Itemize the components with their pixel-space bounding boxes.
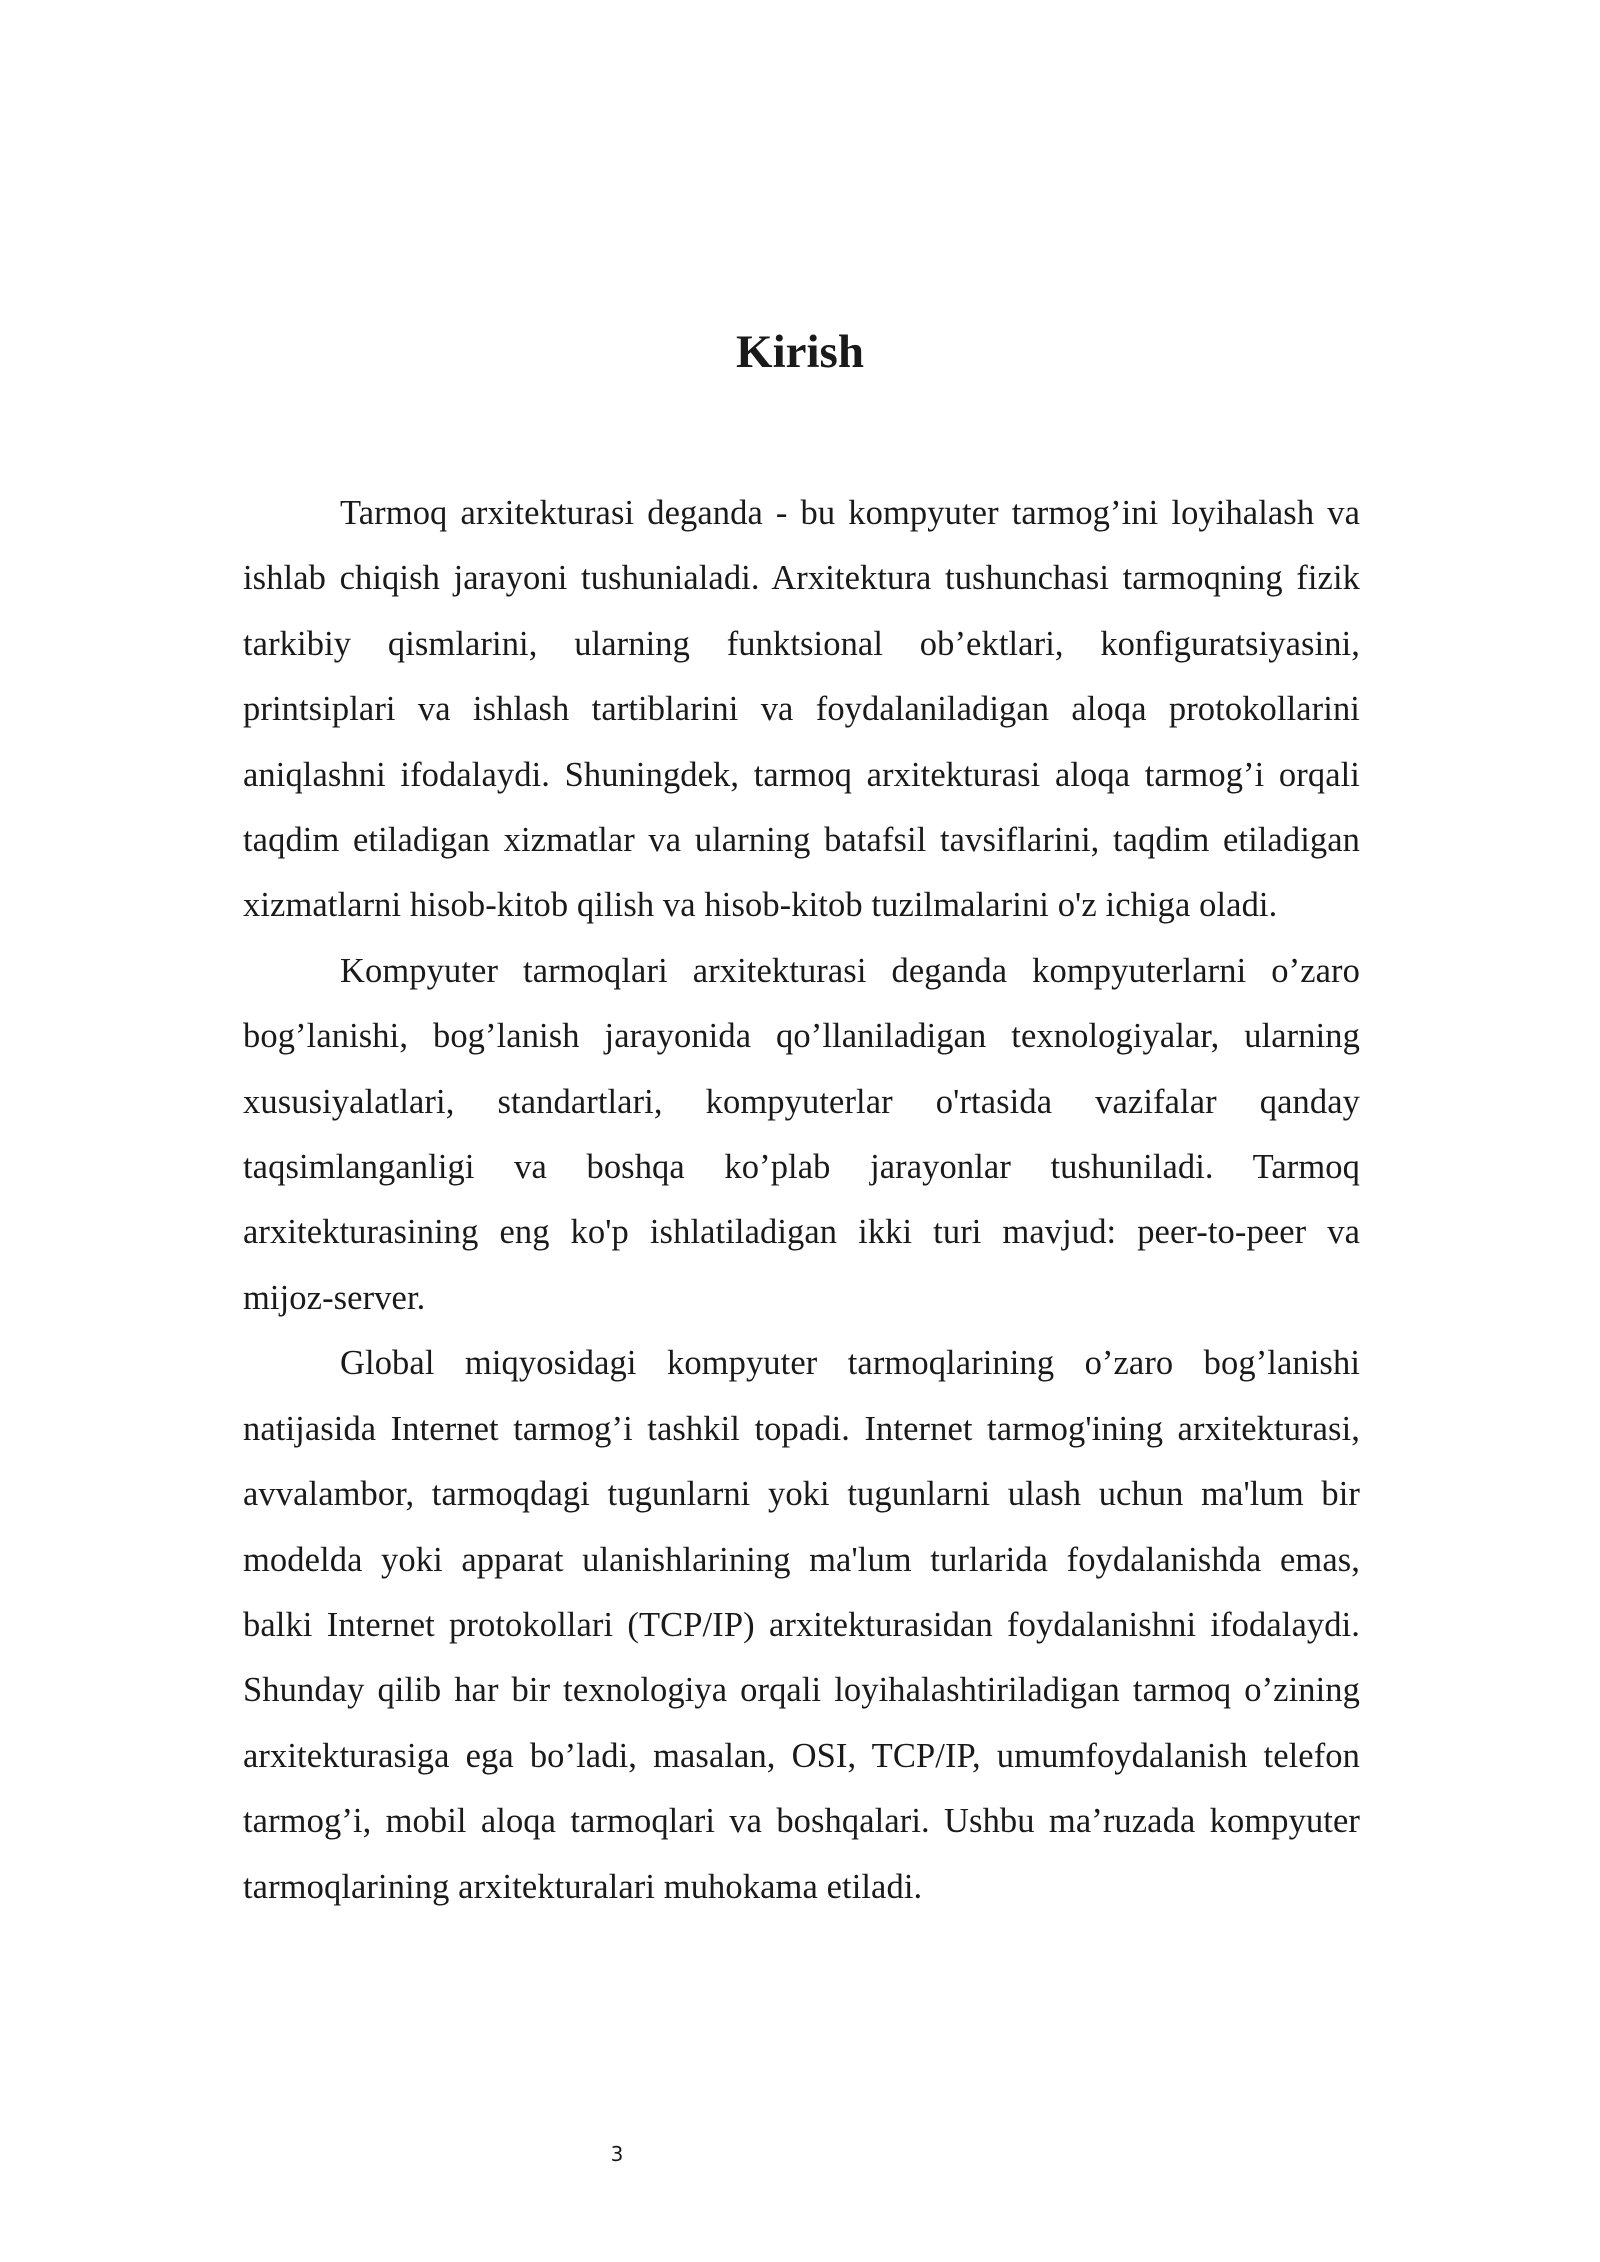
paragraph-2: Kompyuter tarmoqlari arxitekturasi deganda kompyuterlarni o’zaro bog’lanishi, bog’lanish jarayonida qo’llaniladigan texnologiyalar, ularning xususiyalatlari, standartlari, kompyuterlar o'rtasida vazifalar qanday taqsimlanganligi va boshqa ko’plab jarayonlar tushuniladi. Tarmoq arxitekturasining eng ko'p ishlatiladigan ikki turi mavjud: peer-to-peer va mijoz-server. [243,951,1360,1317]
page-number: 3 [610,2142,624,2166]
paragraph-1: Tarmoq arxitekturasi deganda - bu kompyuter tarmog’ini loyihalash va ishlab chiqish jarayoni tushunialadi. Arxitektura tushunchasi tarmoqning fizik tarkibiy qismlarini, ularning funktsional ob’ektlari, konfiguratsiyasini, printsiplari va ishlash tartiblarini va foydalaniladigan aloqa protokollarini aniqlashni ifodalaydi. Shuningdek, tarmoq arxitekturasi aloqa tarmog’i orqali taqdim etiladigan xizmatlar va ularning batafsil tavsiflarini, taqdim etiladigan xizmatlarni hisob-kitob qilish va hisob-kitob tuzilmalarini o'z ichiga oladi. [243,494,1360,925]
page-title: Kirish [736,326,864,378]
paragraph-3: Global miqyosidagi kompyuter tarmoqlarining o’zaro bog’lanishi natijasida Internet tarmog’i tashkil topadi. Internet tarmog'ining arxitekturasi, avvalambor, tarmoqdagi tugunlarni yoki tugunlarni ulash uchun ma'lum bir modelda yoki apparat ulanishlarining ma'lum turlarida foydalanishda emas, balki Internet protokollari (TCP/IP) arxitekturasidan foydalanishni ifodalaydi. Shunday qilib har bir texnologiya orqali loyihalashtiriladigan tarmoq o’zining arxitekturasiga ega bo’ladi, masalan, OSI, TCP/IP, umumfoydalanish telefon tarmog’i, mobil aloqa tarmoqlari va boshqalari. Ushbu ma’ruzada kompyuter tarmoqlarining arxitekturalari muhokama etiladi. [243,1344,1360,1906]
body-text [243,481,1360,1920]
